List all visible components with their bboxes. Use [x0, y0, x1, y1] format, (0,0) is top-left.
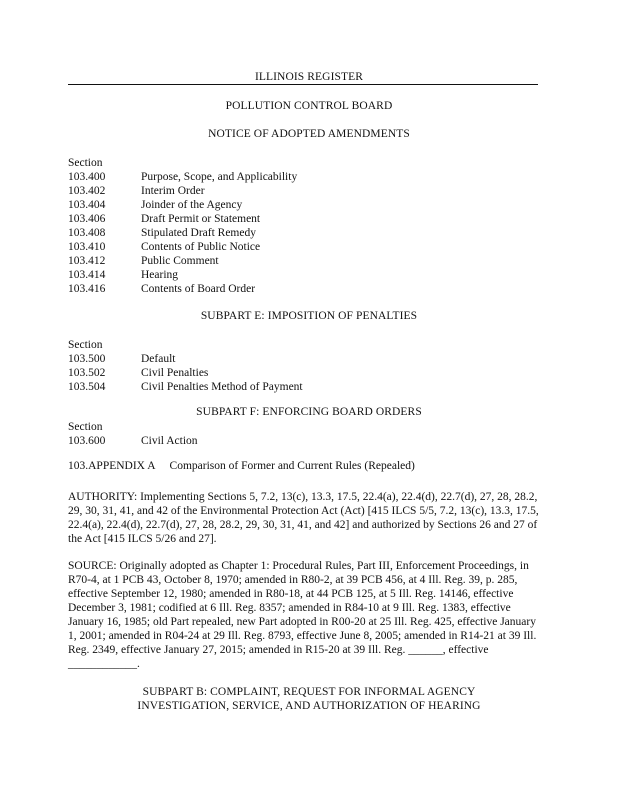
subpart-f-heading: SUBPART F: ENFORCING BOARD ORDERS: [196, 406, 422, 418]
notice-title: NOTICE OF ADOPTED AMENDMENTS: [208, 128, 410, 140]
source-paragraph: SOURCE: Originally adopted as Chapter 1: Procedural Rules, Part III, Enforcement Proceedings, in R70-4, at 1 PCB 43, October 8, 1970; amended in R80-2, at 39 PCB 456, at 4 Ill. Reg. 39, p. 285, effective September 12, 1980; amended in R80-18, at 44 PCB 125, at 5 Ill. Reg. 14146, effective December 3, 1981; codified at 6 Ill. Reg. 8357; amended in R84-10 at 9 Ill. Reg. 1383, effective January 16, 1985; old Part repealed, new Part adopted in R00-20 at 25 Ill. Reg. 425, effective January 1, 2001; amended in R04-24 at 29 Ill. Reg. 8793, effective June 8, 2005; amended in R14-21 at 39 Ill. Reg. 2349, effective January 27, 2015; amended in R15-20 at 39 Ill. Reg. ______, effective ____________.: [68, 560, 537, 670]
appendix-entry: [68, 460, 415, 472]
section-label: Section: [68, 157, 103, 169]
appendix-label: 103.APPENDIX A: [68, 460, 156, 472]
section-label: Section: [68, 421, 103, 433]
board-name: POLLUTION CONTROL BOARD: [225, 100, 393, 112]
subpart-b-heading-line2: INVESTIGATION, SERVICE, AND AUTHORIZATION OF HEARING: [137, 700, 481, 712]
document-page: ILLINOIS REGISTER POLLUTION CONTROL BOARD NOTICE OF ADOPTED AMENDMENTS Section 103.400 Purpose, Scope, and Applicability 103.402 Interim Order 103.404 Joinder of the Agency 103.406 Draft Permit or Statement 103.408 Stipulated Draft Remedy 103.410 Contents of Public Notice 103.412 Public Comment 103.414 Hearing 103.416 Contents of Board Order SUBPART E: IMPOSITION OF PENALTIES Section 103.500 Default 103.502 Civil Penalties 103.504 Civil Penalties Method of Payment SUBPART F: ENFORCING BOARD ORDERS Section 103.600 Civil Action 103.APPENDIX A Comparison of Former and Current Rules (Repealed) AUTHORITY: Implementing Sections 5, 7.2, 13(c), 13.3, 17.5, 22.4(a), 22.4(d), 22.7(d), 27, 28, 28.2, 29, 30, 31, 41, and 42 of the Environmental Protection Act (Act) [415 ILCS 5/5, 7.2, 13(c), 13.3, 17.5, 22.4(a), 22.4(d), 22.7(d), 27, 28, 28.2, 29, 30, 31, 41, and 42] and authorized by Sections 26 and 27 of the Act [415 ILCS 5/26 and 27]. SOURCE: Originally adopted as Chapter 1: Procedural Rules, Part III, Enforcement Proceedings, in R70-4, at 1 PCB 43, October 8, 1970; amended in R80-2, at 39 PCB 456, at 4 Ill. Reg. 39, p. 285, effective September 12, 1980; amended in R80-18, at 44 PCB 125, at 5 Ill. Reg. 14146, effective December 3, 1981; codified at 6 Ill. Reg. 8357; amended in R84-10 at 9 Ill. Reg. 1383, effective January 16, 1985; old Part repealed, new Part adopted in R00-20 at 25 Ill. Reg. 425, effective January 1, 2001; amended in R04-24 at 29 Ill. Reg. 8793, effective June 8, 2005; amended in R14-21 at 39 Ill. Reg. 2349, effective January 27, 2015; amended in R15-20 at 39 Ill. Reg. ______, effective ____________. SUBPART B: COMPLAINT, REQUEST FOR INFORMAL AGENCY INVESTIGATION, SERVICE, AND AUTHORIZATION OF HEARING: [0, 0, 618, 800]
appendix-title: Comparison of Former and Current Rules (Repealed): [169, 460, 415, 472]
header-rule: [68, 84, 538, 85]
authority-paragraph: AUTHORITY: Implementing Sections 5, 7.2, 13(c), 13.3, 17.5, 22.4(a), 22.4(d), 22.7(d), 27, 28, 28.2, 29, 30, 31, 41, and 42 of the Environmental Protection Act (Act) [415 ILCS 5/5, 7.2, 13(c), 13.3, 17.5, 22.4(a), 22.4(d), 22.7(d), 27, 28, 28.2, 29, 30, 31, 41, and 42] and authorized by Sections 26 and 27 of the Act [415 ILCS 5/26 and 27].: [68, 491, 539, 545]
register-title: ILLINOIS REGISTER: [254, 71, 364, 83]
subpart-e-heading: SUBPART E: IMPOSITION OF PENALTIES: [200, 310, 418, 322]
subpart-b-heading-line1: SUBPART B: COMPLAINT, REQUEST FOR INFORMAL AGENCY: [142, 686, 476, 698]
section-label: Section: [68, 339, 103, 351]
